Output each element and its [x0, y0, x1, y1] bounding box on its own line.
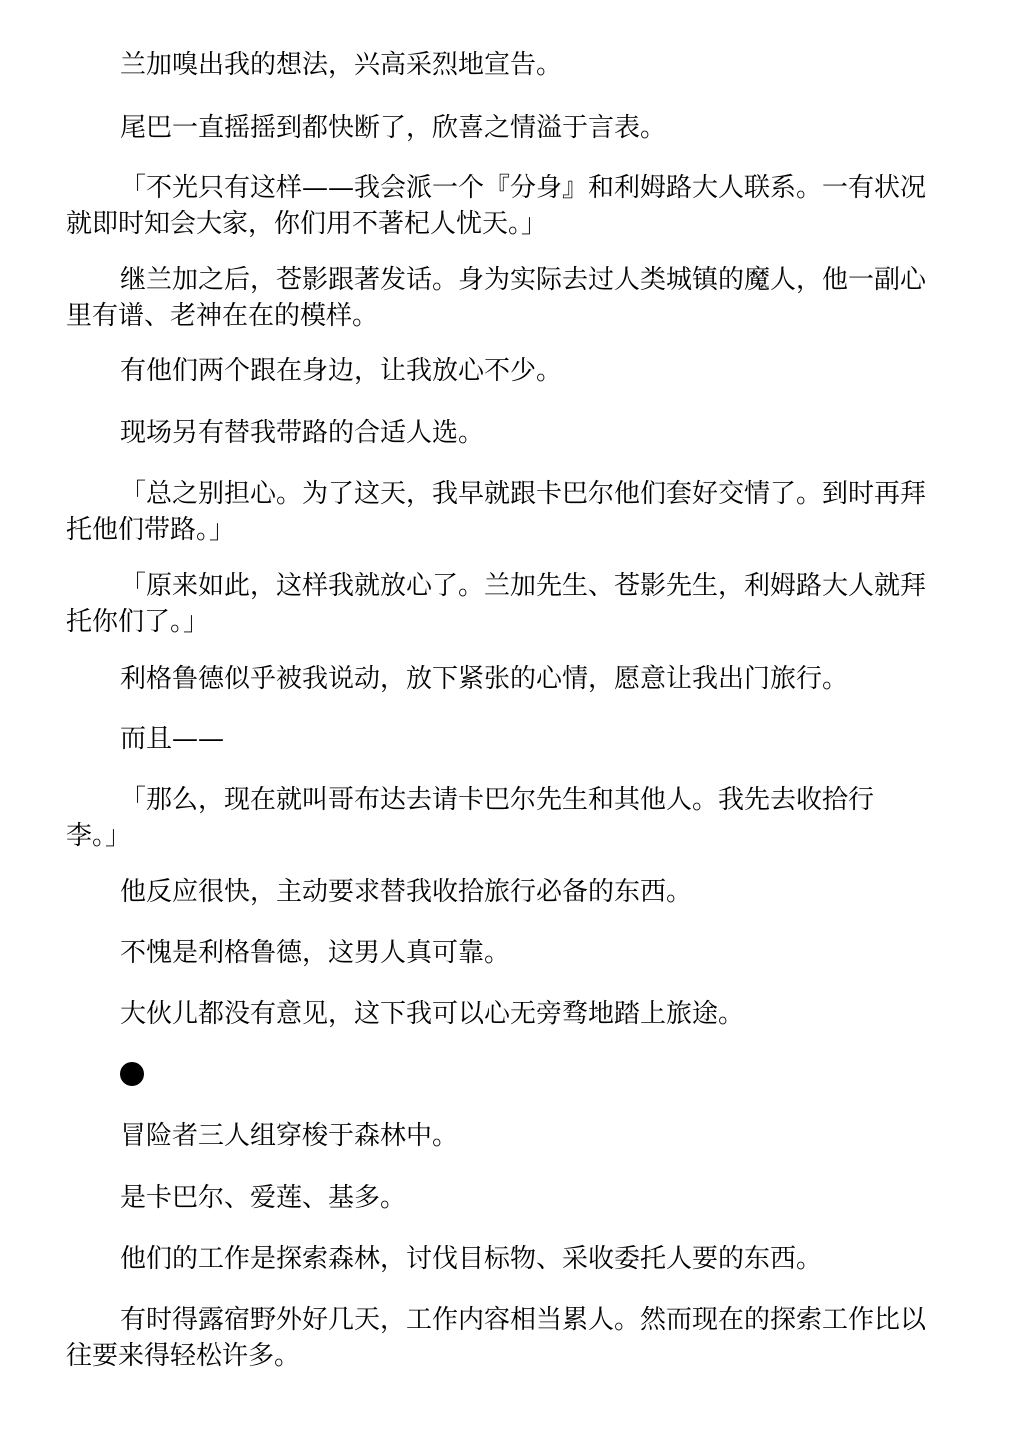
paragraph-1: 兰加嗅出我的想法，兴高采烈地宣告。 [120, 50, 563, 80]
paragraph-3: 「不光只有这样——我会派一个『分身』和利姆路大人联系。一有状况就即时知会大家，你们用不著杞人忧天。」 [66, 173, 927, 239]
paragraph-2: 尾巴一直摇摇到都快断了，欣喜之情溢于言表。 [120, 113, 667, 143]
paragraph-16: 是卡巴尔、爱莲、基多。 [120, 1183, 407, 1213]
paragraph-7: 「总之别担心。为了这天，我早就跟卡巴尔他们套好交情了。到时再拜托他们带路。」 [66, 479, 927, 545]
paragraph-10: 而且—— [120, 724, 225, 754]
paragraph-11: 「那么，现在就叫哥布达去请卡巴尔先生和其他人。我先去收拾行李。」 [66, 785, 875, 851]
section-break-bullet-icon [120, 1062, 144, 1086]
paragraph-17: 他们的工作是探索森林，讨伐目标物、采收委托人要的东西。 [120, 1244, 823, 1274]
paragraph-18: 有时得露宿野外好几天，工作内容相当累人。然而现在的探索工作比以往要来得轻松许多。 [66, 1305, 927, 1371]
paragraph-8: 「原来如此，这样我就放心了。兰加先生、苍影先生，利姆路大人就拜托你们了。」 [66, 571, 927, 637]
paragraph-14: 大伙儿都没有意见，这下我可以心无旁骛地踏上旅途。 [120, 999, 745, 1029]
paragraph-12: 他反应很快，主动要求替我收拾旅行必备的东西。 [120, 877, 693, 907]
paragraph-15: 冒险者三人组穿梭于森林中。 [120, 1121, 459, 1151]
paragraph-9: 利格鲁德似乎被我说动，放下紧张的心情，愿意让我出门旅行。 [120, 664, 849, 694]
paragraph-13: 不愧是利格鲁德，这男人真可靠。 [120, 938, 511, 968]
paragraph-5: 有他们两个跟在身边，让我放心不少。 [120, 356, 563, 386]
paragraph-4: 继兰加之后，苍影跟著发话。身为实际去过人类城镇的魔人，他一副心里有谱、老神在在的模样。 [66, 265, 927, 331]
paragraph-6: 现场另有替我带路的合适人选。 [120, 418, 485, 448]
